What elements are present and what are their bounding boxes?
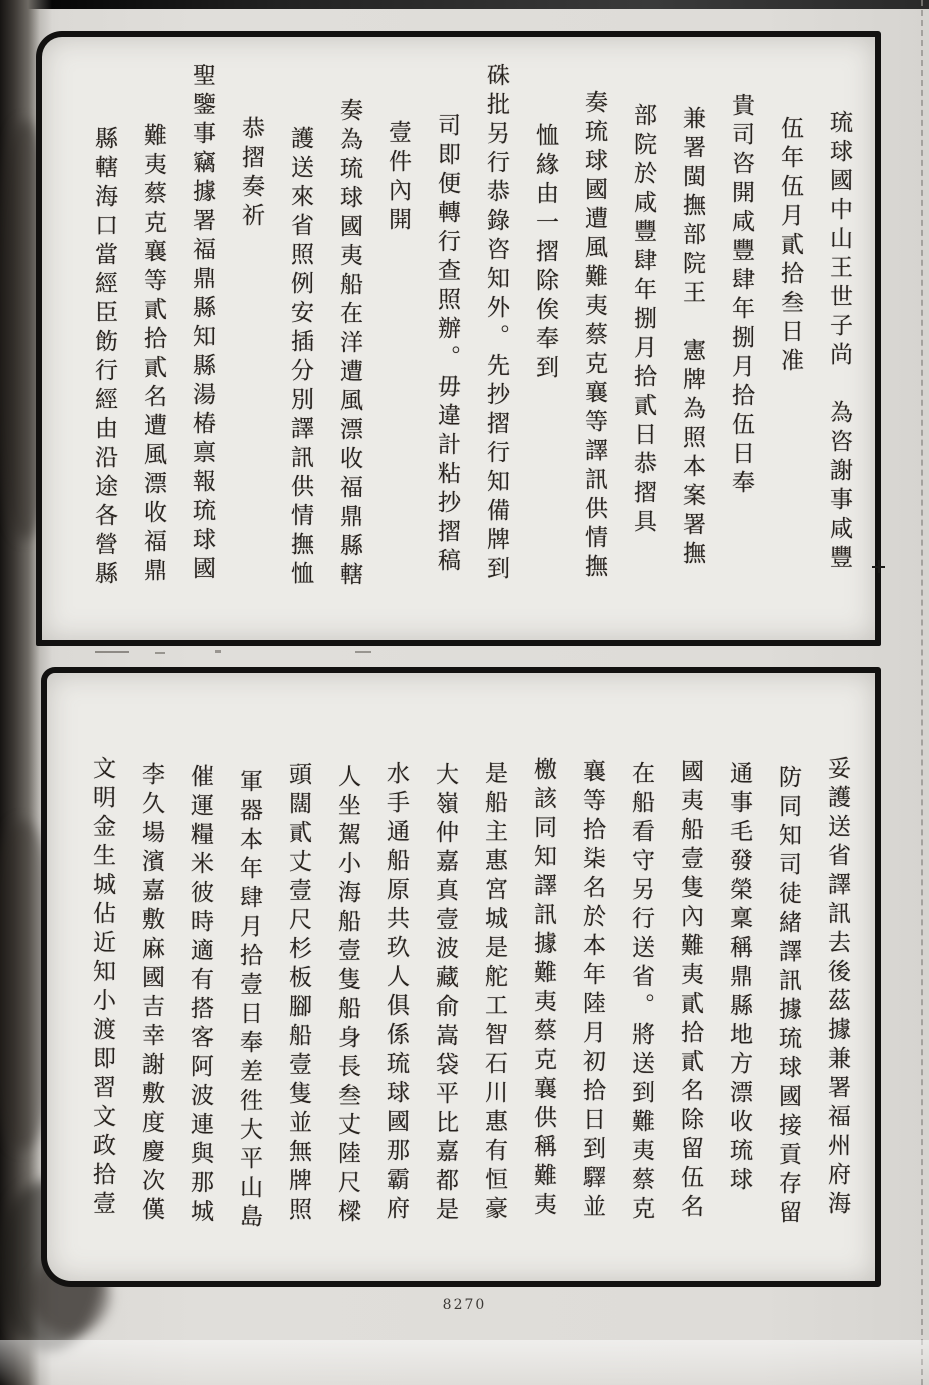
manuscript-leaf-bottom (41, 667, 881, 1287)
manuscript-column: 奏為琉球國夷船在洋遭風漂收福鼎縣轄 (336, 98, 362, 591)
manuscript-column: 兼署閩撫部院王 憲牌為照本案署撫 (679, 106, 705, 570)
vertical-text-block (47, 673, 875, 1281)
scan-bottom-haze (0, 1340, 929, 1385)
manuscript-column: 聖鑒事竊據署福鼎縣知縣湯椿禀報琉球國 (189, 63, 215, 585)
manuscript-column: 在船看守另行送省。將送到難夷蔡克 (628, 761, 654, 1225)
manuscript-column: 琉球國中山王世子尚 為咨謝事咸豐 (826, 110, 852, 574)
page-number: 8270 (442, 1297, 487, 1313)
manuscript-column: 李久場濱嘉敷麻國吉幸謝敷度慶次傼 (138, 762, 164, 1226)
manuscript-column: 人坐駕小海船壹隻船身長叁丈陸尺樑 (334, 764, 360, 1228)
manuscript-column: 檄該同知譯訊據難夷蔡克襄供稱難夷 (530, 757, 556, 1221)
manuscript-column: 硃批另行恭錄咨知外。先抄摺行知備牌到 (483, 63, 509, 585)
manuscript-column: 水手通船原共玖人俱係琉球國那霸府 (383, 761, 409, 1225)
manuscript-column: 貴司咨開咸豐肆年捌月拾伍日奉 (728, 93, 754, 499)
manuscript-column: 文明金生城佔近知小渡即習文政拾壹 (89, 756, 115, 1220)
manuscript-leaf-top (36, 31, 881, 646)
manuscript-column: 國夷船壹隻內難夷貳拾貳名除留伍名 (677, 759, 703, 1223)
register-cross-mark (872, 560, 885, 573)
ink-dash-marks (95, 648, 435, 656)
manuscript-column: 襄等拾柒名於本年陸月初拾日到驛並 (579, 759, 605, 1223)
manuscript-column: 恤緣由一摺除俟奉到 (532, 123, 558, 384)
manuscript-column: 通事毛發榮稟稱鼎縣地方漂收琉球 (726, 761, 752, 1196)
manuscript-column: 恭摺奏祈 (238, 116, 264, 232)
manuscript-column: 司即便轉行查照辦。毋違計粘抄摺稿 (434, 113, 460, 577)
manuscript-column: 催運糧米彼時適有搭客阿波連與那城 (187, 764, 213, 1228)
vertical-text-block (42, 37, 875, 640)
manuscript-column: 縣轄海口當經臣飭行經由沿途各營縣 (91, 126, 117, 590)
manuscript-column: 伍年伍月貳拾叁日准 (777, 116, 803, 377)
manuscript-column: 部院於咸豐肆年捌月拾貳日恭摺具 (630, 103, 656, 538)
manuscript-column: 是船主惠宮城是舵工智石川惠有恒豪 (481, 761, 507, 1225)
manuscript-column: 頭闊貳丈壹尺杉板腳船壹隻並無牌照 (285, 762, 311, 1226)
manuscript-column: 妥護送省譯訊去後茲據兼署福州府海 (824, 756, 850, 1220)
scan-top-edge-shadow (0, 0, 929, 9)
scan-right-edge-line (921, 0, 923, 1385)
manuscript-column: 大嶺仲嘉真壹波藏俞嵩袋平比嘉都是 (432, 762, 458, 1226)
manuscript-column: 防同知司徒緒譯訊據琉球國接貢存留 (775, 765, 801, 1229)
manuscript-column: 護送來省照例安插分別譯訊供情撫恤 (287, 126, 313, 590)
manuscript-column: 難夷蔡克襄等貳拾貳名遭風漂收福鼎 (140, 123, 166, 587)
manuscript-column: 壹件內開 (385, 120, 411, 236)
manuscript-column: 軍器本年肆月拾壹日奉差徃大平山島 (236, 769, 262, 1233)
manuscript-column: 奏琉球國遭風難夷蔡克襄等譯訊供情撫 (581, 90, 607, 583)
